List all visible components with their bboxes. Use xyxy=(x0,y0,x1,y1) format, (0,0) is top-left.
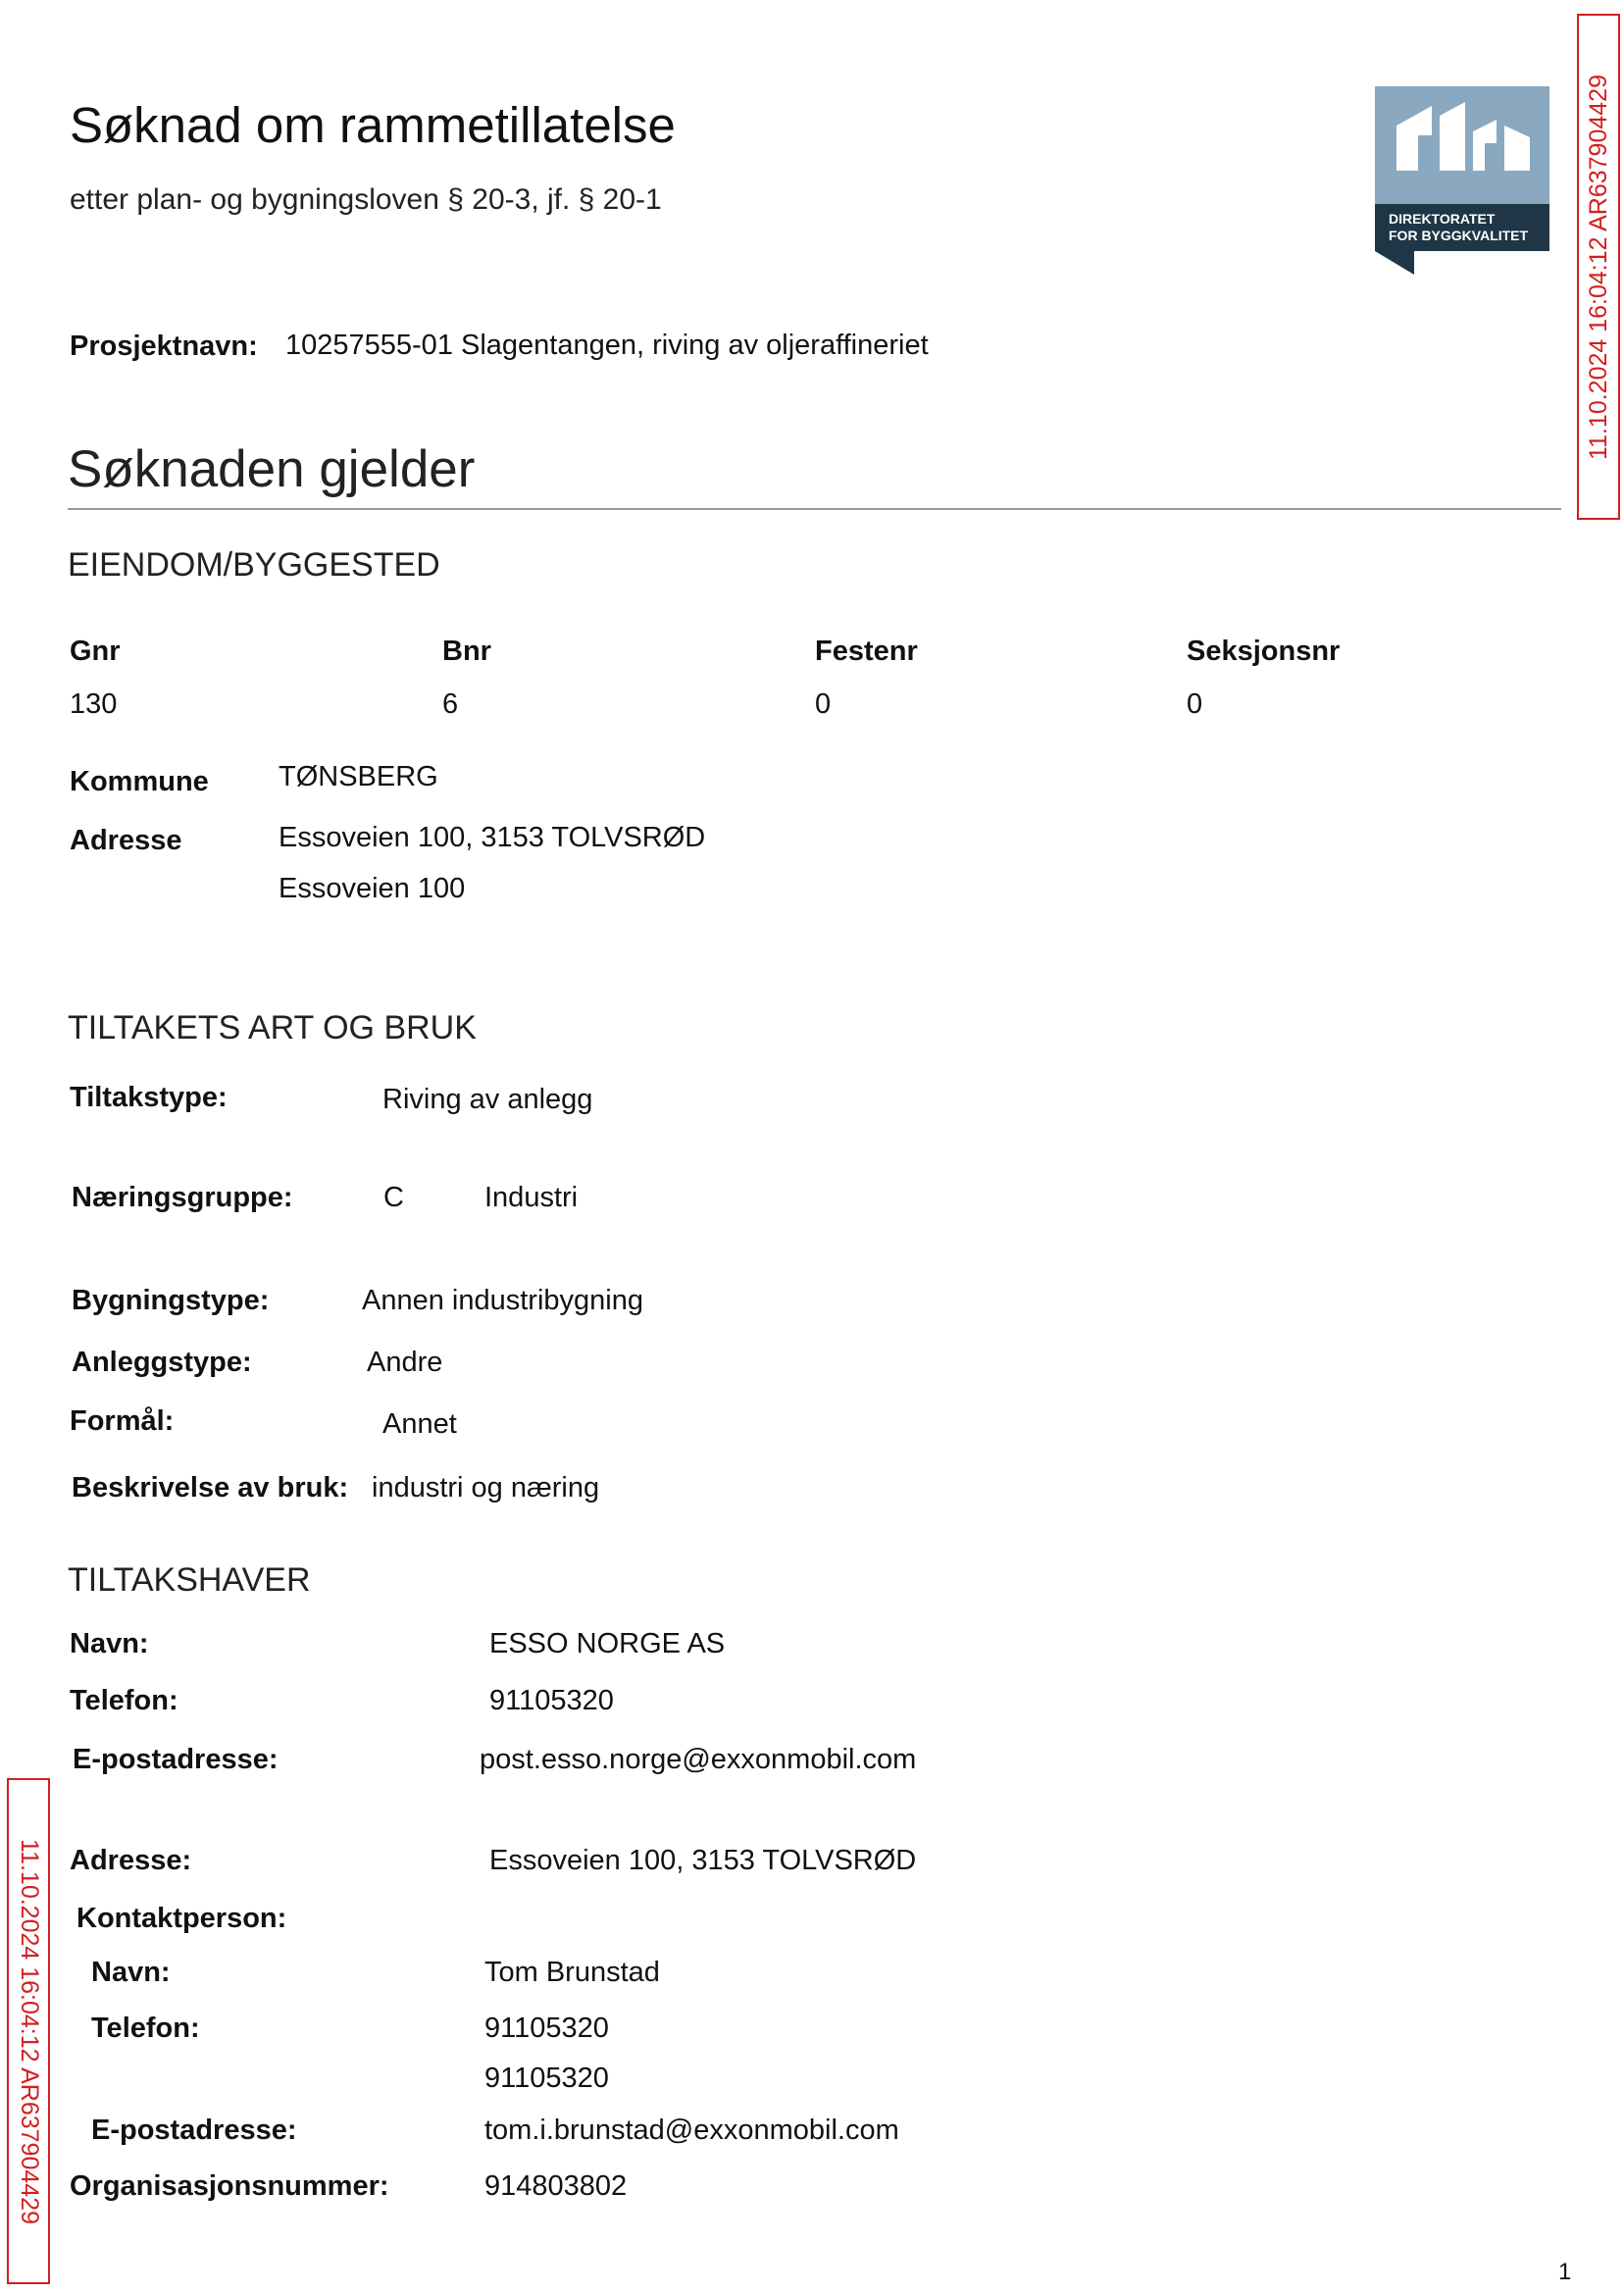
value-bnr: 6 xyxy=(442,688,459,720)
contact-navn-label: Navn: xyxy=(91,1957,171,1988)
owner-heading: TILTAKSHAVER xyxy=(68,1561,311,1599)
bygningstype-value: Annen industribygning xyxy=(362,1285,643,1316)
adresse-line1: Essoveien 100, 3153 TOLVSRØD xyxy=(279,822,706,853)
naeringsgruppe-label: Næringsgruppe: xyxy=(72,1182,293,1213)
anleggstype-value: Andre xyxy=(367,1347,443,1378)
project-label: Prosjektnavn: xyxy=(70,331,258,362)
beskrivelse-value: industri og næring xyxy=(372,1472,600,1504)
owner-telefon-label: Telefon: xyxy=(70,1685,178,1716)
section-divider xyxy=(68,508,1561,510)
contact-navn-value: Tom Brunstad xyxy=(484,1957,660,1988)
value-festenr: 0 xyxy=(815,688,832,720)
owner-navn-value: ESSO NORGE AS xyxy=(489,1628,726,1659)
document-title: Søknad om rammetillatelse xyxy=(70,97,676,153)
beskrivelse-label: Beskrivelse av bruk: xyxy=(72,1472,349,1504)
page-number: 1 xyxy=(1558,2259,1572,2285)
column-festenr: Festenr xyxy=(815,636,918,667)
column-bnr: Bnr xyxy=(442,636,491,667)
tiltakstype-value: Riving av anlegg xyxy=(382,1084,593,1115)
measure-heading: TILTAKETS ART OG BRUK xyxy=(68,1009,477,1046)
anleggstype-label: Anleggstype: xyxy=(72,1347,252,1378)
owner-navn-label: Navn: xyxy=(70,1628,149,1659)
property-heading: EIENDOM/BYGGESTED xyxy=(68,546,440,584)
naeringsgruppe-value: Industri xyxy=(484,1182,579,1213)
contact-telefon-value-1: 91105320 xyxy=(484,2013,609,2044)
contact-epost-label: E-postadresse: xyxy=(91,2115,297,2146)
orgnr-label: Organisasjonsnummer: xyxy=(70,2170,389,2202)
tiltakstype-label: Tiltakstype: xyxy=(70,1082,228,1113)
column-seksjonsnr: Seksjonsnr xyxy=(1187,636,1341,667)
owner-telefon-value: 91105320 xyxy=(489,1685,614,1716)
formal-label: Formål: xyxy=(70,1405,175,1437)
logo-line2: FOR BYGGKVALITET xyxy=(1389,228,1529,243)
owner-epost-label: E-postadresse: xyxy=(73,1744,279,1775)
adresse-label: Adresse xyxy=(70,825,182,856)
contact-person-label: Kontaktperson: xyxy=(76,1903,287,1934)
timestamp-stamp-top xyxy=(1577,14,1620,520)
naeringsgruppe-code: C xyxy=(383,1182,404,1213)
logo-graphic xyxy=(1375,86,1549,275)
project-value: 10257555-01 Slagentangen, riving av oljeraffineriet xyxy=(285,330,929,361)
contact-telefon-label: Telefon: xyxy=(91,2013,200,2044)
contact-epost-value: tom.i.brunstad@exxonmobil.com xyxy=(484,2115,899,2146)
kommune-label: Kommune xyxy=(70,766,209,797)
owner-adresse-label: Adresse: xyxy=(70,1845,192,1876)
column-gnr: Gnr xyxy=(70,636,121,667)
bygningstype-label: Bygningstype: xyxy=(72,1285,270,1316)
kommune-value: TØNSBERG xyxy=(279,761,438,792)
contact-telefon-value-2: 91105320 xyxy=(484,2063,609,2094)
dibk-logo xyxy=(1375,86,1549,275)
owner-adresse-value: Essoveien 100, 3153 TOLVSRØD xyxy=(489,1845,917,1876)
logo-line1: DIREKTORATET xyxy=(1389,211,1496,227)
adresse-line2: Essoveien 100 xyxy=(279,873,466,904)
owner-epost-value: post.esso.norge@exxonmobil.com xyxy=(480,1744,917,1775)
formal-value: Annet xyxy=(382,1408,457,1440)
stamp-text: 11.10.2024 16:04:12 AR637904429 xyxy=(15,1838,43,2224)
timestamp-stamp-left xyxy=(7,1778,50,2284)
value-gnr: 130 xyxy=(70,688,118,720)
orgnr-value: 914803802 xyxy=(484,2170,628,2202)
document-subtitle: etter plan- og bygningsloven § 20-3, jf. § 20-1 xyxy=(70,183,662,216)
section-title: Søknaden gjelder xyxy=(68,440,476,498)
value-seksjonsnr: 0 xyxy=(1187,688,1203,720)
stamp-text: 11.10.2024 16:04:12 AR637904429 xyxy=(1584,74,1612,460)
